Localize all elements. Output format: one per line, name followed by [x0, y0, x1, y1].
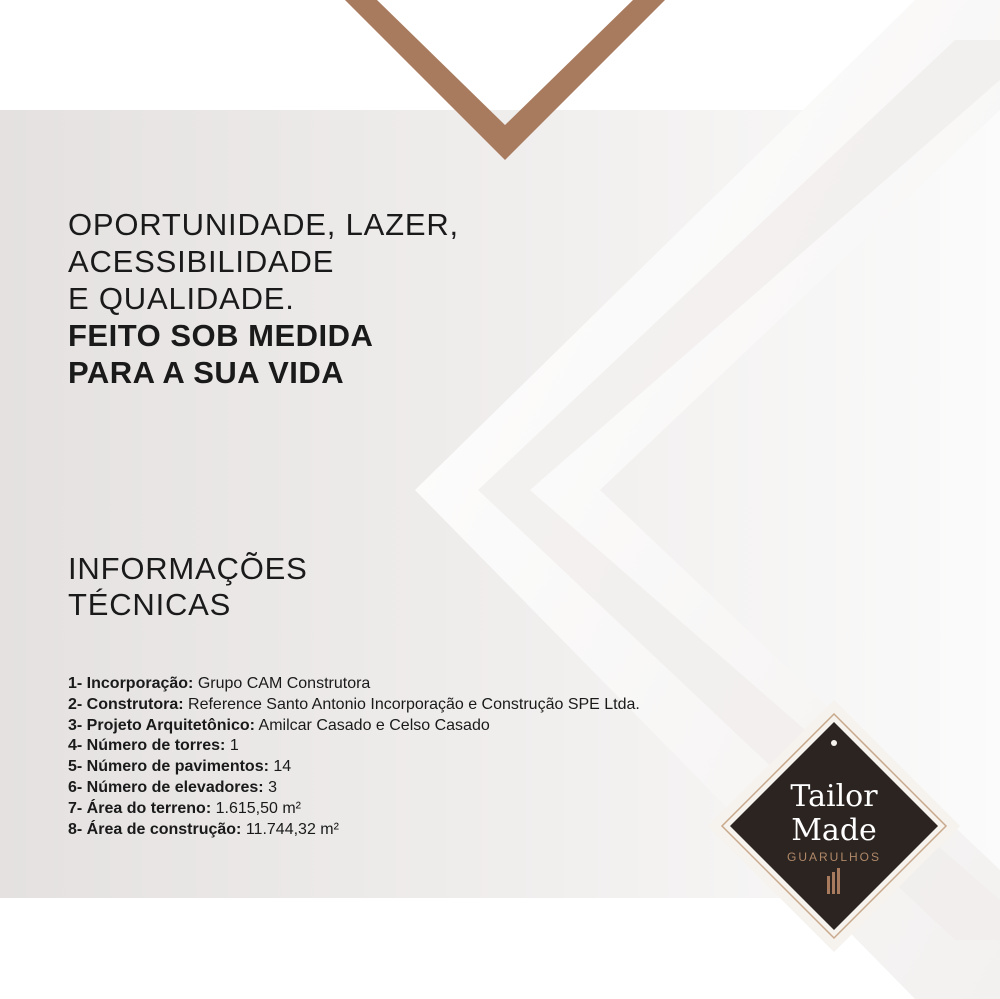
spec-row: [68, 820, 640, 841]
tech-info-title: [68, 551, 308, 623]
spec-row: [68, 757, 640, 778]
spec-label: 5- Número de pavimentos:: [68, 758, 269, 776]
headline-bold-line-2: PARA A SUA VIDA: [68, 355, 345, 390]
spec-label: 8- Área de construção:: [68, 820, 242, 838]
spec-row: [68, 695, 640, 716]
spec-value: 3: [268, 778, 277, 796]
logo-word-guarulhos: GUARULHOS: [786, 850, 881, 864]
spec-label: 7- Área do terreno:: [68, 799, 212, 817]
spec-label: 2- Construtora:: [68, 695, 184, 713]
spec-value: Reference Santo Antonio Incorporação e Construção SPE Ltda.: [188, 695, 640, 713]
headline-line-3: E QUALIDADE.: [68, 281, 295, 316]
spec-value: 1.615,50 m²: [215, 799, 301, 817]
logo-word-tailor: Tailor: [790, 779, 878, 814]
spec-row: [68, 674, 640, 695]
spec-label: 1- Incorporação:: [68, 675, 194, 692]
spec-row: [68, 736, 640, 757]
spec-row: [68, 716, 640, 737]
spec-label: 3- Projeto Arquitetônico:: [68, 716, 255, 734]
tech-title-line-2: TÉCNICAS: [68, 587, 232, 622]
spec-value: 14: [273, 758, 292, 776]
logo-word-made: Made: [791, 813, 877, 848]
spec-label: 6- Número de elevadores:: [68, 778, 264, 796]
spec-label: 4- Número de torres:: [68, 737, 226, 755]
spec-row: [68, 778, 640, 799]
spec-row: [68, 799, 640, 820]
headline: [68, 206, 459, 391]
tailor-made-logo: [708, 700, 960, 952]
tech-title-line-1: INFORMAÇÕES: [68, 551, 308, 586]
headline-line-1: OPORTUNIDADE, LAZER,: [68, 207, 459, 242]
spec-value: Amilcar Casado e Celso Casado: [258, 716, 490, 734]
spec-value: Grupo CAM Construtora: [197, 675, 371, 692]
spec-value: 11.744,32 m²: [245, 820, 339, 838]
spec-value: 1: [229, 737, 239, 755]
tech-specs-list: [68, 674, 640, 840]
headline-line-2: ACESSIBILIDADE: [68, 244, 335, 279]
headline-bold-line-1: FEITO SOB MEDIDA: [68, 318, 374, 353]
